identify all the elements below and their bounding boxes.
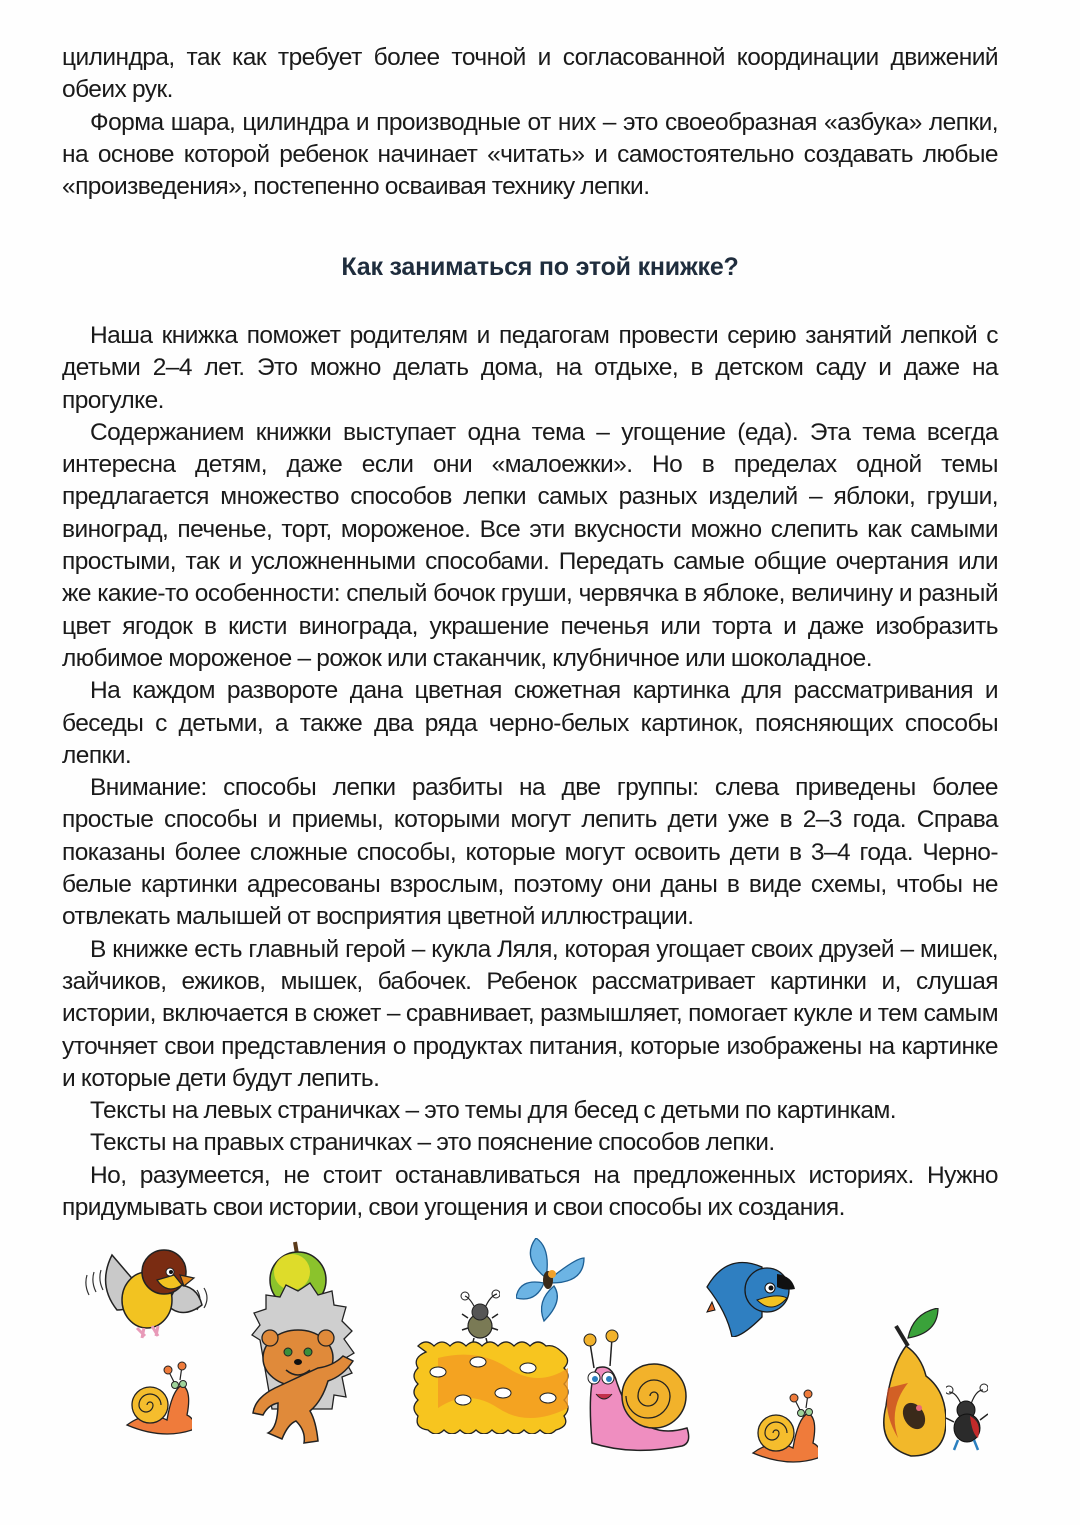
paragraph: Наша книжка поможет родителям и педагогам провести серию занятий лепкой с детьми 2–4 лет. Это можно делать дома, на отдыхе, в детском саду и даже на прогулке. (62, 322, 998, 414)
sparrow-illustration (82, 1240, 232, 1340)
ladybug-illustration (946, 1382, 988, 1454)
intro-text (62, 42, 998, 203)
paragraph: Тексты на правых страничках – это пояснение способов лепки. (90, 1129, 775, 1157)
paragraph: Тексты на левых страничках – это темы для бесед с детьми по картинкам. (90, 1097, 897, 1125)
paragraph: Но, разумеется, не стоит останавливаться на предложенных историях. Нужно придумывать свои истории, свои угощения и свои способы их создания. (62, 1161, 998, 1222)
pink-snail-illustration (582, 1328, 692, 1458)
paragraph: Содержанием книжки выступает одна тема – угощение (еда). Эта тема всегда интересна детям, даже если они «малоежки». Но в пределах одной темы предлагается множество способов лепки самых разных изделий – яблоки, груши, виноград, печенье, торт, мороженое. Все эти вкусности можно слепить как самыми простыми, так и усложненными способами. Передать самые общие очертания или же какие-то особенности: спелый бочок груши, червячка в яблоке, величину и разный цвет ягодок в кисти винограда, украшение печенья или торта и даже изобразить любимое мороженое – рожок или стаканчик, клубничное или шоколадное. (62, 418, 998, 672)
cookie-illustration (408, 1338, 584, 1434)
paragraph: На каждом развороте дана цветная сюжетная картинка для рассматривания и беседы с детьми, а также два ряда черно-белых картинок, поясняющих способы лепки. (62, 677, 998, 769)
illustrations-row (0, 1220, 1080, 1480)
pear-illustration (876, 1308, 946, 1468)
snail-illustration (122, 1360, 192, 1435)
hedgehog-illustration (250, 1240, 360, 1450)
section-heading: Как заниматься по этой книжке? (341, 253, 739, 281)
paragraph: Внимание: способы лепки разбиты на две группы: слева приведены более простые способы и приемы, которыми могут лепить дети уже в 2–3 года. Справа показаны более сложные способы, которые могут освоить дети в 3–4 года. Черно-белые картинки адресованы взрослым, поэтому они даны в виде схемы, чтобы не отвлекать малышей от восприятия цветной иллюстрации. (62, 774, 998, 931)
intro-paragraph: Форма шара, цилиндра и производные от них – это своеобразная «азбука» лепки, на основе которой ребенок начинает «читать» и самостоятельно создавать любые «произведения», постепенно осваивая технику лепки. (62, 108, 998, 201)
butterfly-illustration (516, 1238, 586, 1323)
intro-paragraph: цилиндра, так как требует более точной и согласованной координации движений обеих рук. (62, 44, 998, 104)
main-text (62, 320, 998, 1224)
blue-bird-illustration (702, 1252, 797, 1337)
paragraph: В книжке есть главный герой – кукла Ляля, которая угощает своих друзей – мишек, зайчиков, ежиков, мышек, бабочек. Ребенок рассматривает картинки и, слушая истории, включается в сюжет – сравнивает, размышляет, помогает кукле и тем самым уточняет свои представления о продуктах питания, которые изображены на картинке и которые дети будут лепить. (62, 935, 998, 1092)
snail-illustration-2 (748, 1388, 818, 1463)
